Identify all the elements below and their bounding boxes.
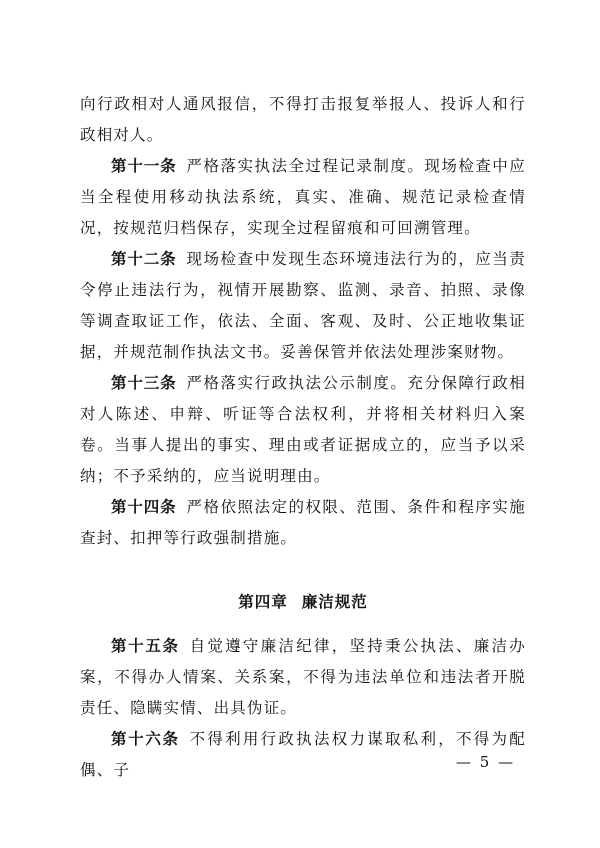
article-number: 第十二条 xyxy=(111,250,177,268)
article-text: 严格落实执法全过程记录制度。现场检查中应当全程使用移动执法系统，真实、准确、规范记录检查情况，按规范归档保存，实现全过程留痕和可回溯管理。 xyxy=(80,157,526,237)
chapter-number: 第四章 xyxy=(238,593,288,611)
paragraph-text: 向行政相对人通风报信，不得打击报复举报人、投诉人和行政相对人。 xyxy=(80,95,526,144)
document-body xyxy=(80,89,526,786)
article-text: 自觉遵守廉洁纪律，坚持秉公执法、廉洁办案，不得办人情案、关系案，不得为违法单位和违法者开脱责任、隐瞒实情、出具伪证。 xyxy=(80,637,526,717)
article-number: 第十四条 xyxy=(111,498,177,516)
article-text: 严格落实行政执法公示制度。充分保障行政相对人陈述、申辩、听证等合法权利，并将相关材料归入案卷。当事人提出的事实、理由或者证据成立的，应当予以采纳；不予采纳的，应当说明理由。 xyxy=(80,374,526,485)
chapter-title: 廉洁规范 xyxy=(301,593,368,611)
article-text: 严格依照法定的权限、范围、条件和程序实施查封、扣押等行政强制措施。 xyxy=(80,498,526,547)
article-number: 第十一条 xyxy=(111,157,177,175)
chapter-heading xyxy=(80,587,526,618)
article-number: 第十三条 xyxy=(111,374,177,392)
article-text: 不得利用行政执法权力谋取私利，不得为配偶、子 xyxy=(80,730,526,779)
article-number: 第十六条 xyxy=(111,730,180,748)
article-14 xyxy=(80,492,526,554)
article-11 xyxy=(80,151,526,244)
article-text: 现场检查中发现生态环境违法行为的，应当责令停止违法行为，视情开展勘察、监测、录音、拍照、录像等调查取证工作，依法、全面、客观、及时、公正地收集证据，并规范制作执法文书。妥善保管并依法处理涉案财物。 xyxy=(80,250,526,361)
article-12 xyxy=(80,244,526,368)
paragraph-continuation xyxy=(80,89,526,151)
article-number: 第十五条 xyxy=(111,637,180,655)
article-13 xyxy=(80,368,526,492)
page-number: — 5 — xyxy=(456,753,516,771)
article-15 xyxy=(80,631,526,724)
